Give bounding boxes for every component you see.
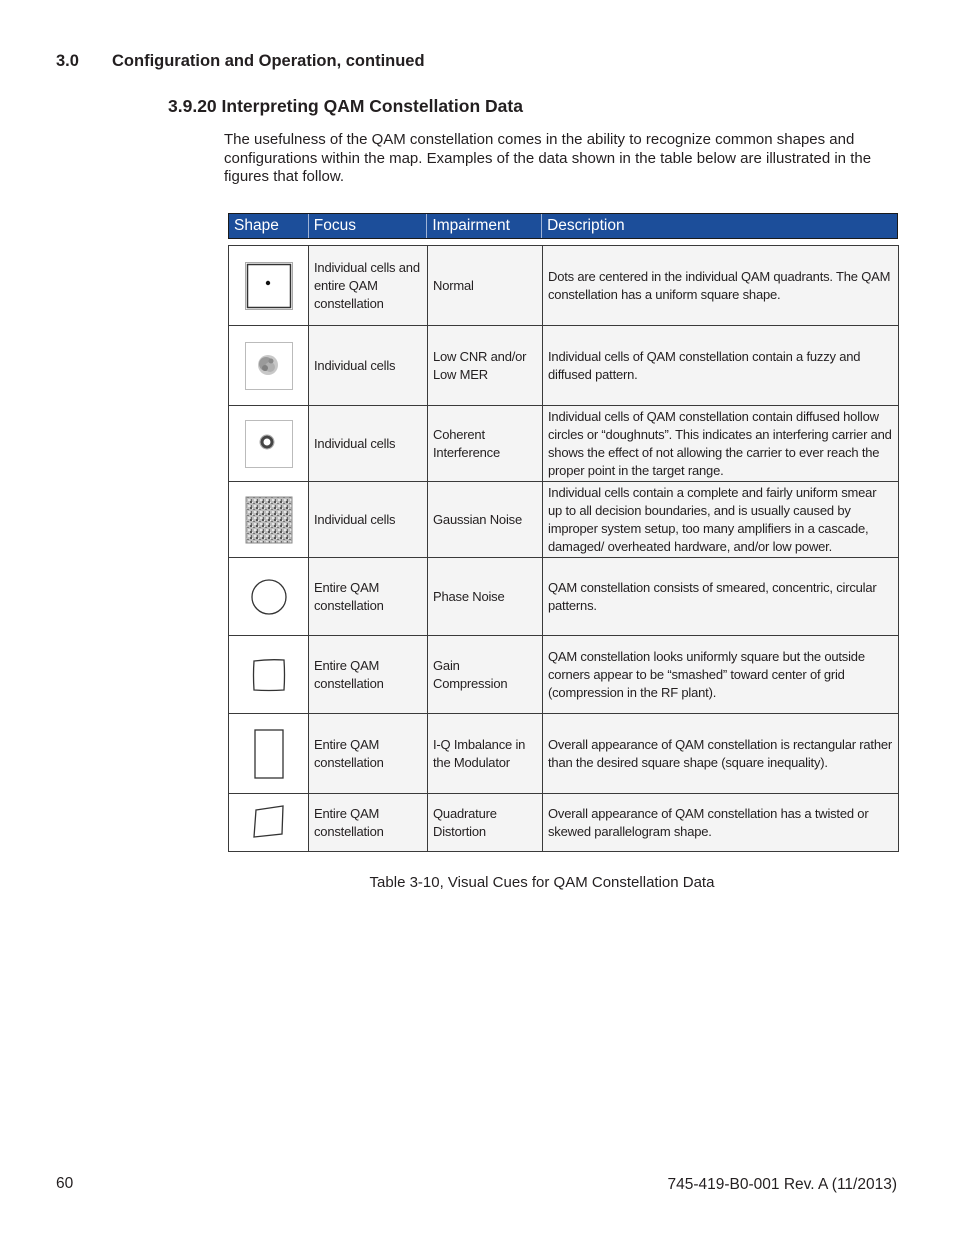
shape-cell <box>229 406 309 482</box>
focus-cell: Individual cells and entire QAM constellation <box>309 246 428 326</box>
impairment-cell: Coherent Interference <box>428 406 543 482</box>
focus-cell: Individual cells <box>309 482 428 558</box>
focus-cell: Individual cells <box>309 326 428 406</box>
shape-cell <box>229 482 309 558</box>
focus-cell: Individual cells <box>309 406 428 482</box>
focus-cell: Entire QAM constellation <box>309 636 428 714</box>
description-cell: Overall appearance of QAM constellation has a twisted or skewed parallelogram shape. <box>543 794 899 852</box>
table-row <box>229 246 899 326</box>
rectangle-constellation-icon <box>244 724 294 784</box>
shape-cell <box>229 794 309 852</box>
impairment-cell: Low CNR and/or Low MER <box>428 326 543 406</box>
shape-cell <box>229 246 309 326</box>
impairment-cell: Phase Noise <box>428 558 543 636</box>
shape-cell <box>229 636 309 714</box>
table-row <box>229 326 899 406</box>
section-heading <box>56 52 425 71</box>
description-cell: Individual cells of QAM constellation contain a fuzzy and diffused pattern. <box>543 326 899 406</box>
table-row <box>229 482 899 558</box>
description-cell: Individual cells contain a complete and fairly uniform smear up to all decision boundaries, and is usually caused by improper system setup, too many amplifiers in a cascade, damaged/ overheated hardware, and/or low power. <box>543 482 899 558</box>
focus-cell: Entire QAM constellation <box>309 714 428 794</box>
table-row <box>229 558 899 636</box>
shape-cell <box>229 326 309 406</box>
impairment-cell: Gain Compression <box>428 636 543 714</box>
table-caption: Table 3-10, Visual Cues for QAM Constellation Data <box>369 874 715 891</box>
focus-cell: Entire QAM constellation <box>309 794 428 852</box>
table-row <box>229 714 899 794</box>
description-cell: QAM constellation consists of smeared, concentric, circular patterns. <box>543 558 899 636</box>
intro-paragraph: The usefulness of the QAM constellation comes in the ability to recognize common shapes and configurations within the map. Examples of the data shown in the table below are illustrated in the figures that follow. <box>224 131 872 185</box>
focus-cell: Entire QAM constellation <box>309 558 428 636</box>
description-cell: Dots are centered in the individual QAM quadrants. The QAM constellation has a uniform square shape. <box>543 246 899 326</box>
header-impairment: Impairment <box>427 214 542 238</box>
header-shape: Shape <box>229 214 309 238</box>
description-cell: QAM constellation looks uniformly square but the outside corners appear to be “smashed” toward center of grid (compression in the RF plant). <box>543 636 899 714</box>
shape-cell <box>229 714 309 794</box>
table-row <box>229 636 899 714</box>
section-title: Configuration and Operation, continued <box>112 52 425 70</box>
subsection-title: 3.9.20 Interpreting QAM Constellation Data <box>168 96 523 116</box>
doughnut-cell-icon <box>244 419 294 469</box>
table-header <box>228 213 898 239</box>
shape-cell <box>229 558 309 636</box>
gaussian-noise-icon <box>244 495 294 545</box>
description-cell: Overall appearance of QAM constellation is rectangular rather than the desired square shape (square inequality). <box>543 714 899 794</box>
table-row <box>229 406 899 482</box>
fuzzy-cell-icon <box>244 341 294 391</box>
circle-constellation-icon <box>244 572 294 622</box>
table-row <box>229 794 899 852</box>
section-number: 3.0 <box>56 52 79 70</box>
description-cell: Individual cells of QAM constellation contain diffused hollow circles or “doughnuts”. This indicates an interfering carrier and shows the effect of not allowing the carrier to ever reach the proper point in the target range. <box>543 406 899 482</box>
impairment-cell: Gaussian Noise <box>428 482 543 558</box>
page-number: 60 <box>56 1175 74 1192</box>
impairment-cell: I-Q Imbalance in the Modulator <box>428 714 543 794</box>
parallelogram-constellation-icon <box>244 801 294 845</box>
compressed-square-icon <box>244 650 294 700</box>
single-dot-constellation-icon <box>244 261 294 311</box>
impairment-cell: Quadrature Distortion <box>428 794 543 852</box>
impairment-cell: Normal <box>428 246 543 326</box>
header-focus: Focus <box>309 214 428 238</box>
qam-cues-table <box>228 245 899 852</box>
document-id: 745-419-B0-001 Rev. A (11/2013) <box>667 1176 897 1193</box>
header-description: Description <box>547 217 625 234</box>
